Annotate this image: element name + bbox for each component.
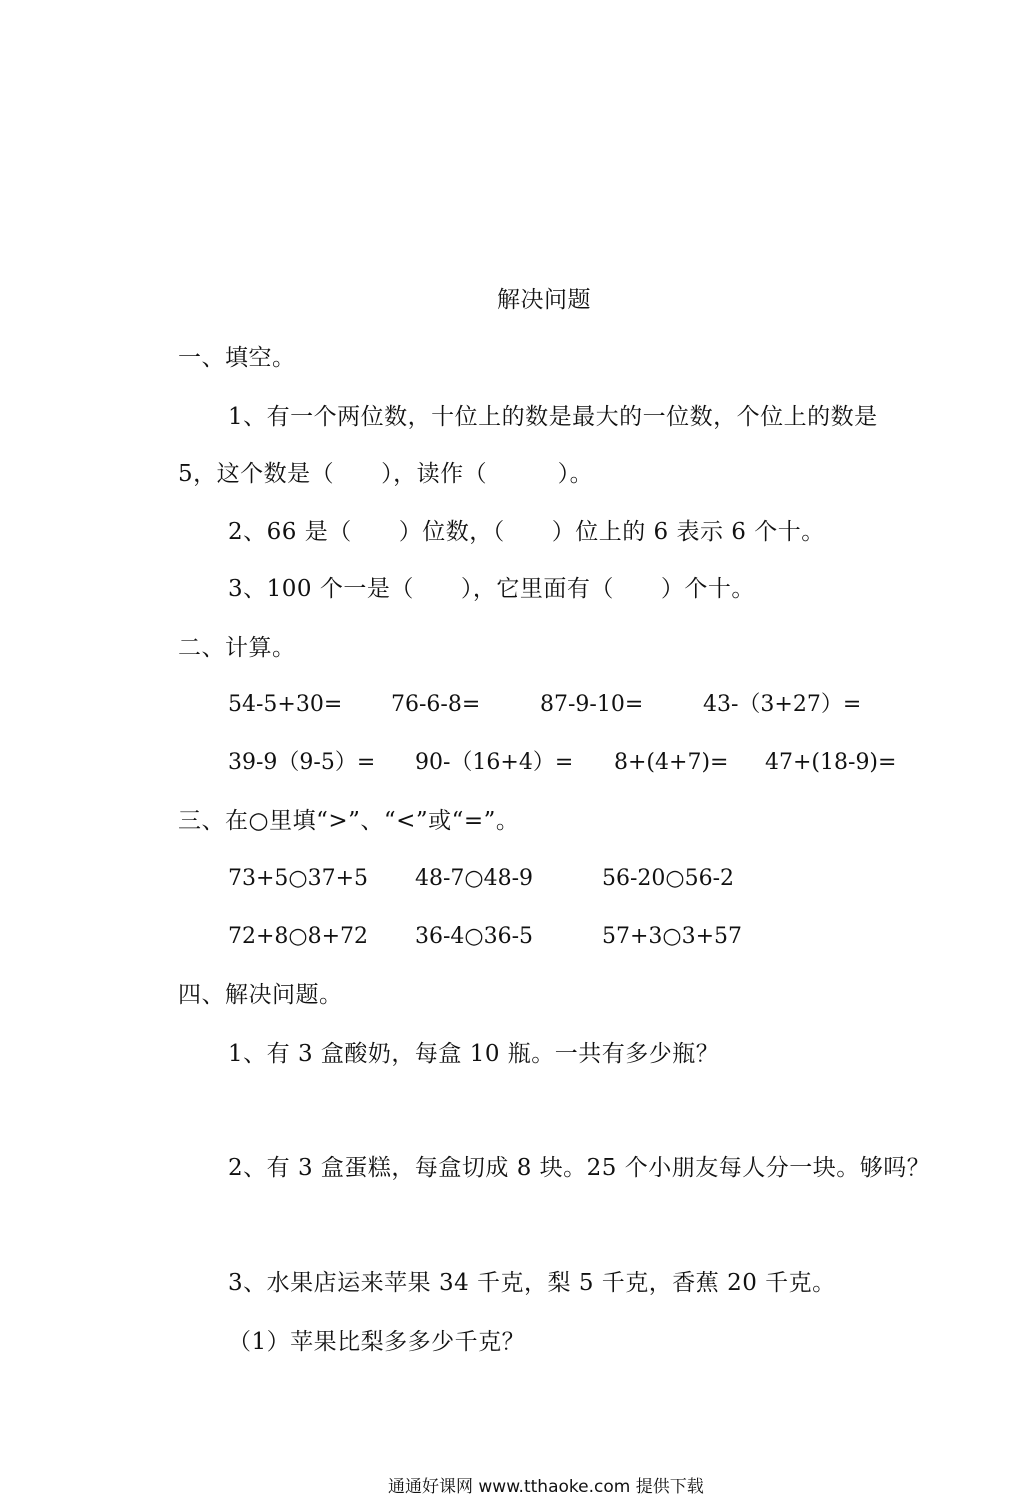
footer-source: 通通好课网 www.tthaoke.com 提供下载 bbox=[388, 1477, 704, 1497]
compare-item: 36-4○36-5 bbox=[415, 924, 534, 949]
calc-item: 76-6-8= bbox=[391, 692, 481, 717]
calc-item: 47+(18-9)= bbox=[765, 750, 897, 775]
section-compare-heading: 三、在○里填“>”、“<”或“=”。 bbox=[178, 808, 520, 834]
calc-item: 87-9-10= bbox=[540, 692, 644, 717]
calc-item: 43-（3+27）= bbox=[703, 692, 862, 717]
problem-3-subquestion-1: （1）苹果比梨多多少千克？ bbox=[228, 1329, 526, 1355]
problem-3: 3、水果店运来苹果 34 千克，梨 5 千克，香蕉 20 千克。 bbox=[228, 1270, 836, 1296]
calc-item: 39-9（9-5）= bbox=[228, 750, 376, 775]
problem-1: 1、有 3 盒酸奶，每盒 10 瓶。一共有多少瓶？ bbox=[228, 1041, 720, 1067]
calc-item: 54-5+30= bbox=[228, 692, 343, 717]
compare-item: 72+8○8+72 bbox=[228, 924, 369, 949]
page-title: 解决问题 bbox=[497, 287, 591, 313]
section-fill-blank-heading: 一、填空。 bbox=[178, 345, 296, 371]
fill-question-1-line-2: 5，这个数是（ ），读作（ ）。 bbox=[178, 461, 594, 487]
calc-item: 8+(4+7)= bbox=[614, 750, 729, 775]
calc-item: 90-（16+4）= bbox=[415, 750, 574, 775]
compare-item: 56-20○56-2 bbox=[602, 866, 735, 891]
fill-question-1-line-1: 1、有一个两位数，十位上的数是最大的一位数，个位上的数是 bbox=[228, 404, 878, 430]
compare-item: 73+5○37+5 bbox=[228, 866, 369, 891]
fill-question-3: 3、100 个一是（ ），它里面有（ ）个十。 bbox=[228, 576, 755, 602]
compare-item: 57+3○3+57 bbox=[602, 924, 743, 949]
problem-2: 2、有 3 盒蛋糕，每盒切成 8 块。25 个小朋友每人分一块。够吗？ bbox=[228, 1155, 931, 1181]
section-problems-heading: 四、解决问题。 bbox=[178, 982, 343, 1008]
fill-question-2: 2、66 是（ ）位数，（ ）位上的 6 表示 6 个十。 bbox=[228, 519, 825, 545]
section-calculation-heading: 二、计算。 bbox=[178, 635, 296, 661]
compare-item: 48-7○48-9 bbox=[415, 866, 534, 891]
